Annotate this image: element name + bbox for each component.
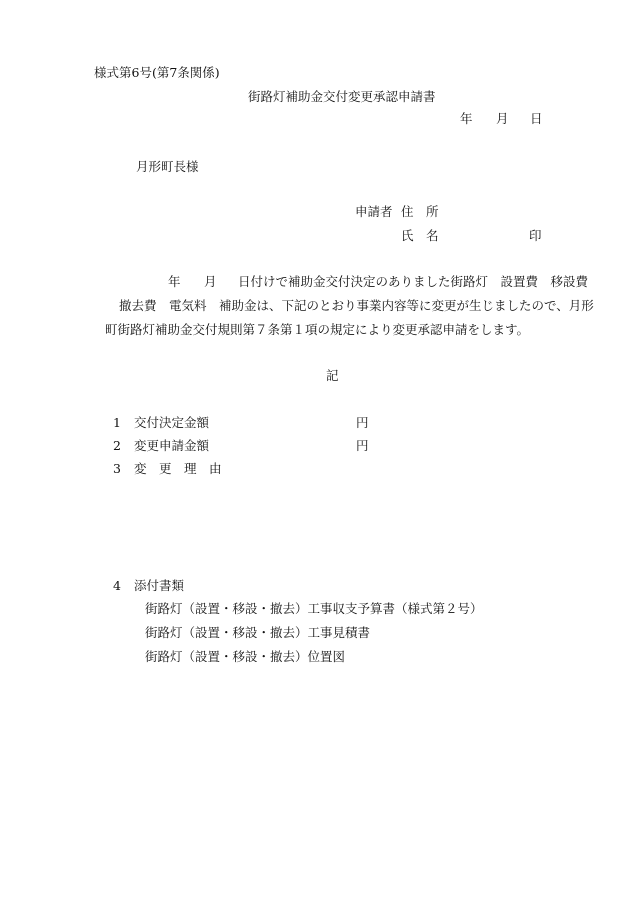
attachments-label: 添付書類	[134, 578, 185, 593]
seal-mark: 印	[529, 228, 542, 243]
applicant-name-label: 氏 名	[401, 228, 439, 243]
attachment-item: 街路灯（設置・移設・撤去）位置図	[145, 649, 346, 664]
item-2-label: 変更申請金額	[134, 438, 210, 453]
addressee: 月形町長様	[136, 159, 199, 174]
item-1-label: 交付決定金額	[134, 415, 210, 430]
item-2-unit: 円	[356, 438, 369, 453]
form-number: 様式第6号(第7条関係)	[94, 65, 220, 80]
date-day: 日	[530, 111, 543, 126]
item-1-number: 1	[113, 415, 121, 430]
item-1-unit: 円	[356, 415, 369, 430]
ki-heading: 記	[326, 368, 339, 383]
attachments-number: 4	[113, 578, 121, 593]
body-line-2: 撤去費 電気料 補助金は、下記のとおり事業内容等に変更が生じましたので、月形	[119, 298, 594, 313]
body-line-3: 町街路灯補助金交付規則第７条第１項の規定により変更承認申請をします。	[105, 322, 530, 337]
document-title: 街路灯補助金交付変更承認申請書	[248, 89, 436, 104]
body-year: 年	[168, 274, 181, 289]
item-3-number: 3	[113, 461, 121, 476]
body-line-1: 日付けで補助金交付決定のありました街路灯 設置費 移設費	[238, 274, 589, 289]
attachment-item: 街路灯（設置・移設・撤去）工事収支予算書（様式第２号）	[145, 601, 483, 616]
body-month: 月	[204, 274, 217, 289]
applicant-address-label: 住 所	[401, 204, 439, 219]
item-3-label: 変 更 理 由	[134, 461, 222, 476]
date-month: 月	[496, 111, 509, 126]
item-2-number: 2	[113, 438, 121, 453]
date-year: 年	[460, 111, 473, 126]
attachment-item: 街路灯（設置・移設・撤去）工事見積書	[145, 625, 371, 640]
applicant-label: 申請者	[355, 204, 393, 219]
